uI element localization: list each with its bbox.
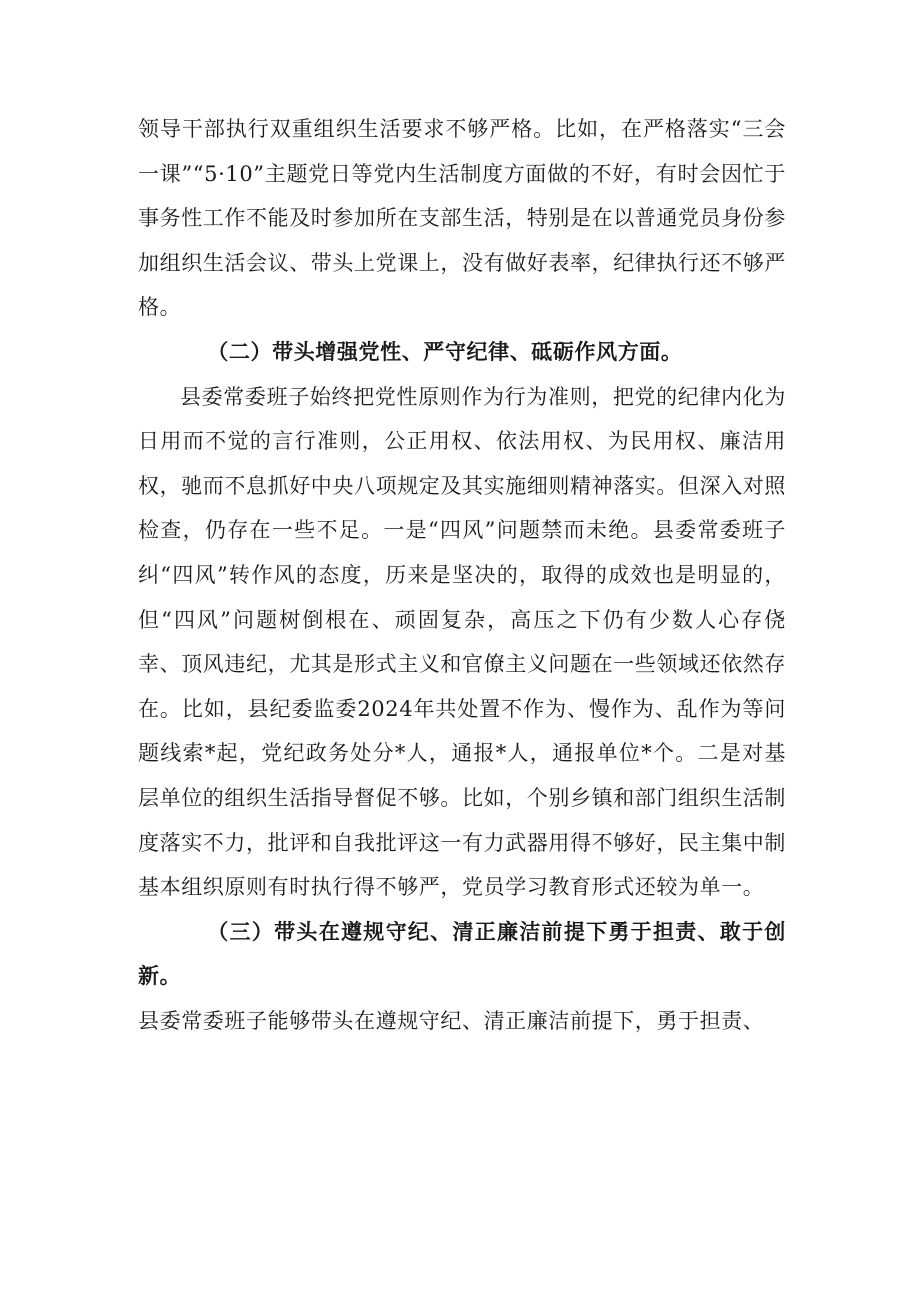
body-paragraph: 县委常委班子始终把党性原则作为行为准则，把党的纪律内化为日用而不觉的言行准则，公正用权、依法用权、为民用权、廉洁用权，驰而不息抓好中央八项规定及其实施细则精神落实。但深入对照检查，仍存在一些不足。一是“四风”问题禁而未绝。县委常委班子纠“四风”转作风的态度，历来是坚决的，取得的成效也是明显的，但“四风”问题树倒根在、顽固复杂，高压之下仍有少数人心存侥幸、顶风违纪，尤其是形式主义和官僚主义问题在一些领域还依然存在。比如，县纪委监委2024年共处置不作为、慢作为、乱作为等问题线索*起，党纪政务处分*人，通报*人，通报单位*个。二是对基层单位的组织生活指导督促不够。比如，个别乡镇和部门组织生活制度落实不力，批评和自我批评这一有力武器用得不够好，民主集中制基本组织原则有时执行得不够严，党员学习教育形式还较为单一。 xyxy=(138,384,786,900)
document-page xyxy=(138,107,786,1043)
section-heading: （二）带头增强党性、严守纪律、砥砺作风方面。 xyxy=(207,339,683,364)
body-paragraph: 县委常委班子能够带头在遵规守纪、清正廉洁前提下，勇于担责、 xyxy=(138,1008,765,1033)
section-heading: （三）带头在遵规守纪、清正廉洁前提下勇于担责、敢于创新。 xyxy=(138,919,786,989)
body-paragraph: 领导干部执行双重组织生活要求不够严格。比如，在严格落实“三会一课”“5·10”主题党日等党内生活制度方面做的不好，有时会因忙于事务性工作不能及时参加所在支部生活，特别是在以普通党员身份参加组织生活会议、带头上党课上，没有做好表率，纪律执行还不够严格。 xyxy=(138,117,786,320)
